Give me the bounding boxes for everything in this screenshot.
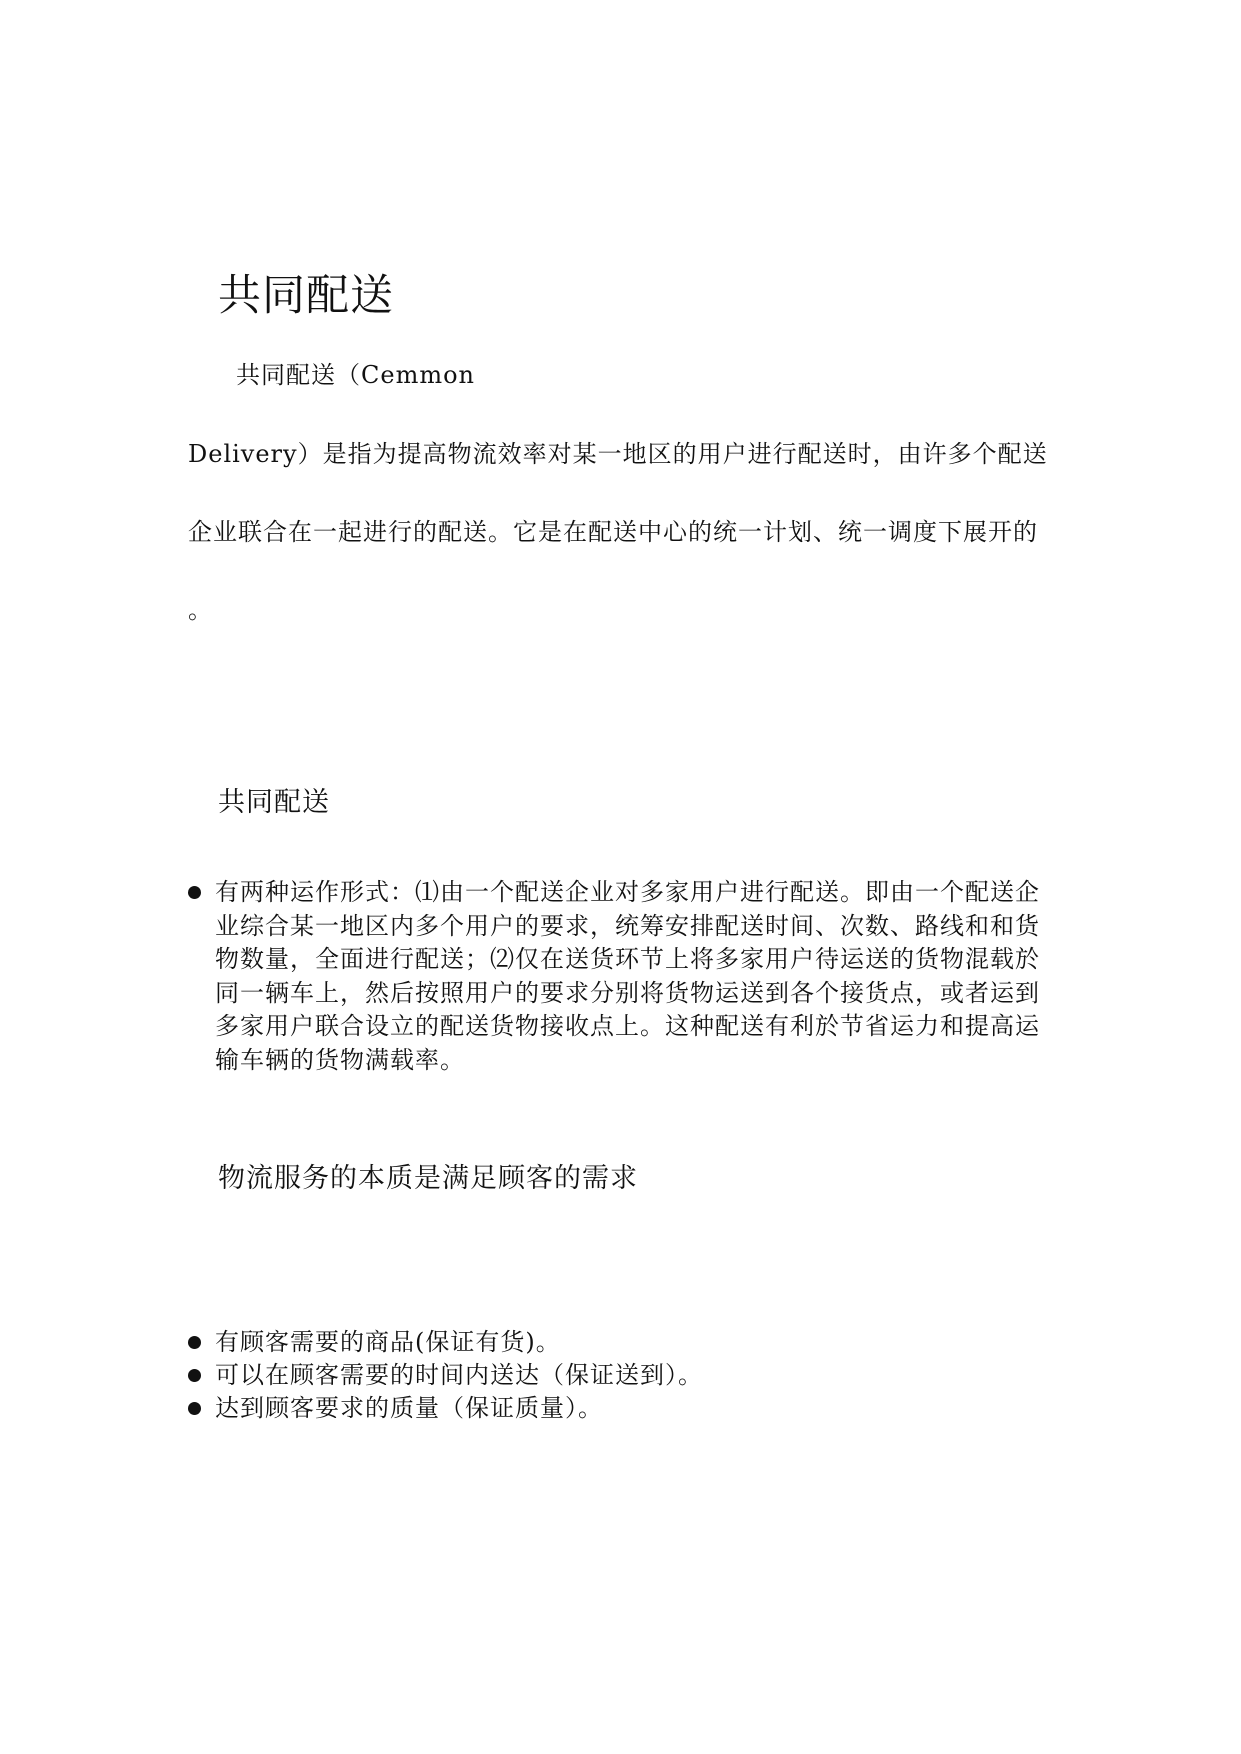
section-heading-1: 共同配送 (218, 787, 330, 818)
intro-line-4: 。 (188, 596, 213, 624)
list-item (188, 876, 1048, 1077)
list-item-text: 达到顾客要求的质量（保证质量）。 (215, 1394, 603, 1422)
bullet-icon (188, 1369, 201, 1382)
bullet-icon (188, 1402, 201, 1415)
list-item (188, 1359, 1048, 1392)
page-title: 共同配送 (218, 271, 394, 321)
intro-line-2: Delivery）是指为提高物流效率对某一地区的用户进行配送时，由许多个配送 (188, 440, 1048, 468)
intro-line-3: 企业联合在一起进行的配送。它是在配送中心的统一计划、统一调度下展开的 (188, 518, 1038, 546)
list-item (188, 1326, 1048, 1359)
list-item-text: 有两种运作形式：⑴由一个配送企业对多家用户进行配送。即由一个配送企业综合某一地区内多个用户的要求，统筹安排配送时间、次数、路线和和货物数量，全面进行配送；⑵仅在送货环节上将多家用户待运送的货物混载於同一辆车上，然后按照用户的要求分别将货物运送到各个接货点，或者运到多家用户联合设立的配送货物接收点上。这种配送有利於节省运力和提高运输车辆的货物满载率。 (215, 878, 1040, 1074)
bullet-icon (188, 886, 201, 899)
list-item-text: 可以在顾客需要的时间内送达（保证送到）。 (215, 1361, 703, 1389)
bullet-icon (188, 1336, 201, 1349)
list-item (188, 1392, 1048, 1425)
list-item-text: 有顾客需要的商品(保证有货)。 (215, 1328, 561, 1356)
section-heading-2: 物流服务的本质是满足顾客的需求 (218, 1163, 638, 1194)
intro-line-1: 共同配送（Cemmon (236, 361, 475, 389)
